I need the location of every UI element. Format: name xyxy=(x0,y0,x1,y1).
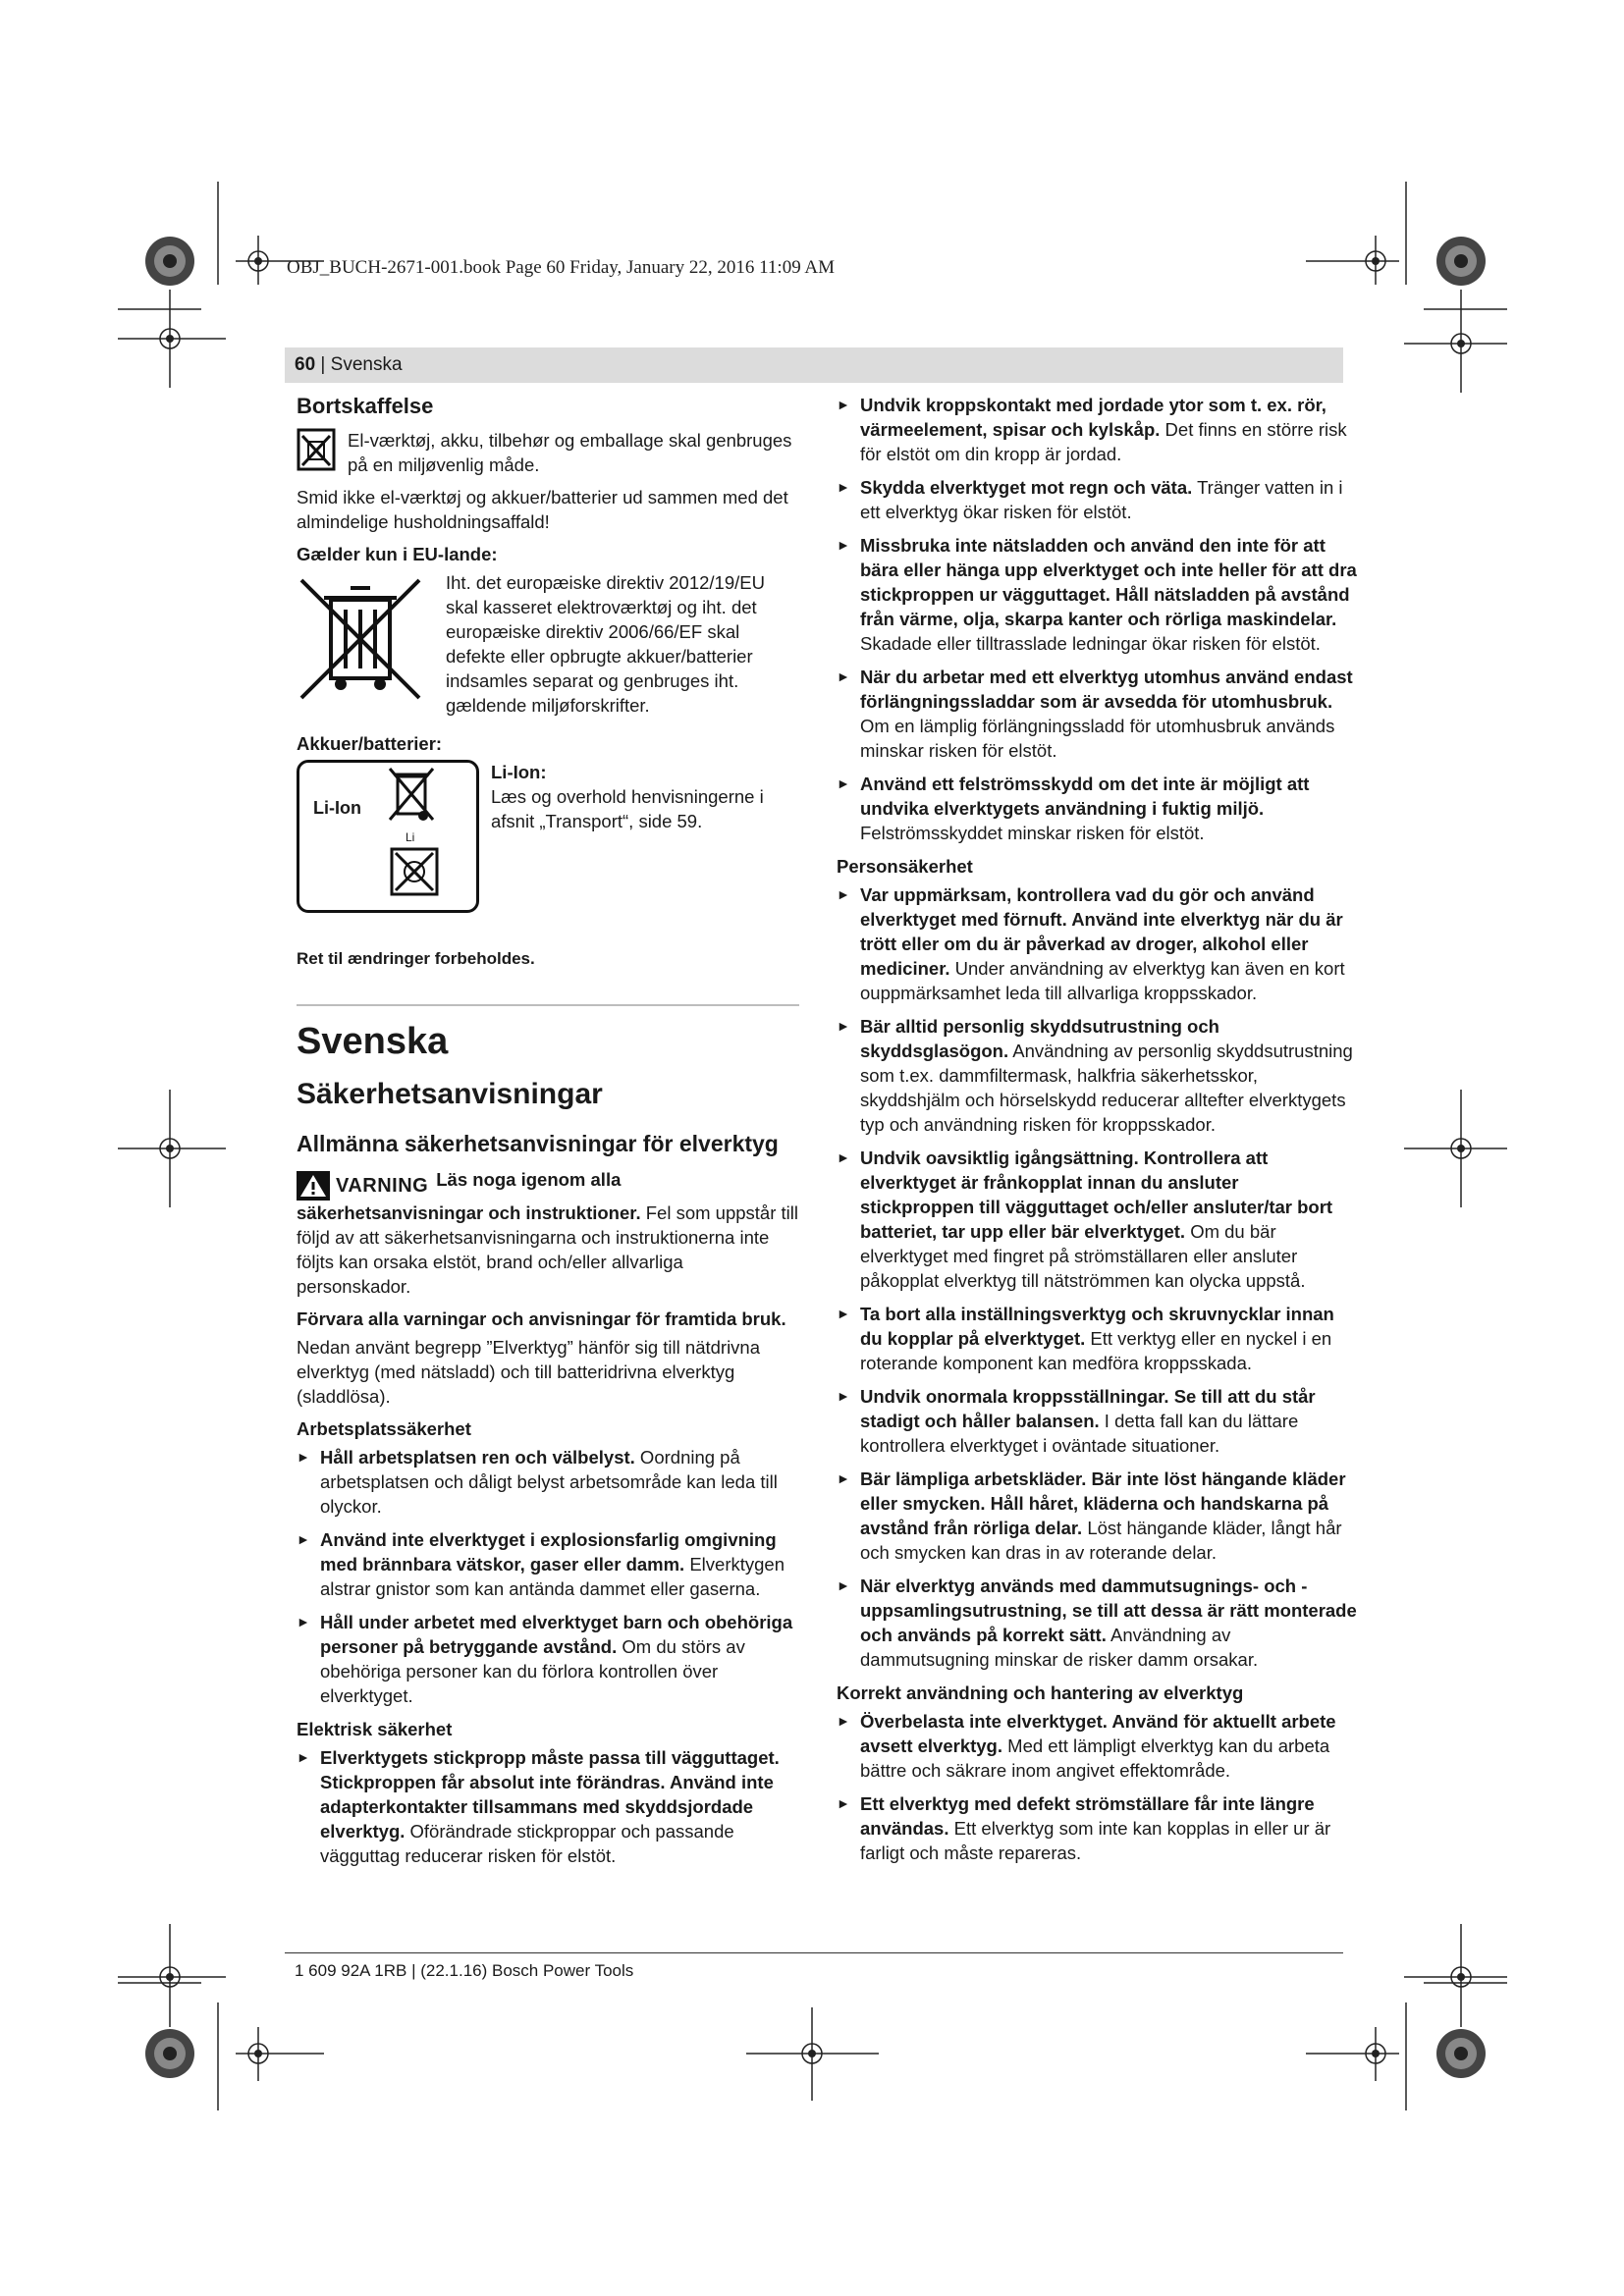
bullet-arrow-icon: ► xyxy=(837,537,850,553)
battery-heading: Li-Ion: xyxy=(491,762,547,782)
battery-row xyxy=(297,760,799,913)
list-item: ► Undvik onormala kroppsställningar. Se till att du står stadigt och håller balansen. I detta fall kan du lättare kontrollera elverktyget i oväntade situationer. xyxy=(837,1386,1316,1456)
bullet-arrow-icon: ► xyxy=(837,1795,850,1811)
recycle-icon xyxy=(297,428,336,477)
bullet-arrow-icon: ► xyxy=(837,1388,850,1404)
running-header xyxy=(295,354,403,376)
personal-title: Personsäkerhet xyxy=(837,856,973,877)
electric-title: Elektrisk säkerhet xyxy=(297,1719,453,1739)
disposal-icon-row xyxy=(297,428,799,477)
list-item: ► Undvik oavsiktlig igångsättning. Kontrollera att elverktyget är frånkopplat innan du ansluter stickproppen till vägguttaget och/eller ansluter/tar bort batteriet, tar upp eller bär elverktyget. Om du bär elverktyget med fingret på strömställaren eller ansluter påkopplat elverktyg till nätströmmen kan olycka uppstå. xyxy=(837,1148,1333,1291)
warning-badge xyxy=(297,1171,428,1201)
liion-battery-icon xyxy=(297,760,479,913)
disposal-title: Bortskaffelse xyxy=(297,394,434,418)
eu-text: Iht. det europæiske direktiv 2012/19/EU skal kasseret elektroværktøj og iht. det europæiske direktiv 2006/66/EF skal defekte eller opbrugte akkuer/batterier indsamles separat og genbruges iht. gældende miljøforskrifter. xyxy=(446,572,765,716)
bullet-arrow-icon: ► xyxy=(837,1306,850,1321)
list-item: ► Ett elverktyg med defekt strömställare får inte längre användas. Ett elverktyg som inte kan kopplas in eller ur är farligt och måste repareras. xyxy=(837,1793,1331,1863)
eu-title: Gælder kun i EU-lande: xyxy=(297,544,498,564)
warning-triangle-icon xyxy=(297,1171,330,1201)
section-divider xyxy=(297,1004,799,1006)
footer-rule xyxy=(285,1952,1343,1953)
footer-text: 1 609 92A 1RB | (22.1.16) Bosch Power Tools xyxy=(295,1961,634,1980)
list-item: ► Överbelasta inte elverktyget. Använd för aktuellt arbete avsett elverktyg. Med ett lämpligt elverktyg kan du arbeta bättre och säkrare inom angivet effektområde. xyxy=(837,1711,1336,1781)
battery-info xyxy=(491,760,799,833)
list-item: ► Missbruka inte nätsladden och använd den inte för att bära eller hänga upp elverktyget och inte heller för att dra stickproppen ur vägguttaget. Håll nätsladden på avstånd från värme, olja, skarpa kanter och rörliga maskindelar. Skadade eller tilltrasslade ledningar ökar risken för elstöt. xyxy=(837,535,1357,654)
bullet-arrow-icon: ► xyxy=(297,1531,310,1547)
list-item: ► Ta bort alla inställningsverktyg och skruvnycklar innan du kopplar på elverktyget. Ett verktyg eller en nyckel i en roterande komponent kan medföra kroppsskada. xyxy=(837,1304,1334,1373)
list-item: ► Bär lämpliga arbetskläder. Bär inte löst hängande kläder eller smycken. Håll håret, kläderna och handskarna på avstånd från rörliga delar. Löst hängande kläder, långt hår och smycken kan dras in av roterande delar. xyxy=(837,1468,1346,1563)
header-bar xyxy=(285,347,1343,383)
term-definition: Nedan använt begrepp ”Elverktyg” hänför sig till nätdrivna elverktyg (med nätsladd) och till batteridrivna elverktyg (sladdlösa). xyxy=(297,1337,761,1407)
warning-bold: Läs noga igenom alla säkerhetsanvisningar och instruktioner. xyxy=(297,1169,641,1223)
bullet-arrow-icon: ► xyxy=(837,479,850,495)
page-number: 60 xyxy=(295,354,316,375)
bullet-arrow-icon: ► xyxy=(837,668,850,684)
list-item: ► Håll arbetsplatsen ren och välbelyst. Oordning på arbetsplatsen och dåligt belyst arbetsområde kan leda till olyckor. xyxy=(297,1447,778,1517)
disposal-warning: Smid ikke el-værktøj og akkuer/batterier ud sammen med det almindelige husholdningsaffald! xyxy=(297,487,788,532)
registration-target-bottom-right xyxy=(1436,2029,1486,2078)
bullet-arrow-icon: ► xyxy=(837,1149,850,1165)
header-language: Svenska xyxy=(330,354,403,375)
workplace-title: Arbetsplatssäkerhet xyxy=(297,1418,471,1439)
bullet-arrow-icon: ► xyxy=(837,1577,850,1593)
list-item: ► När elverktyg används med dammutsugnings- och -uppsamlingsutrustning, se till att dessa är rätt monterade och används på korrekt sätt. Användning av dammutsugning minskar de risker damm orsakar. xyxy=(837,1575,1357,1670)
bullet-arrow-icon: ► xyxy=(837,1470,850,1486)
left-column xyxy=(297,393,799,1877)
handling-title: Korrekt användning och hantering av elverktyg xyxy=(837,1682,1244,1703)
header-separator: | xyxy=(315,354,331,375)
bullet-arrow-icon: ► xyxy=(837,1018,850,1034)
right-column xyxy=(837,393,1357,1874)
bullet-arrow-icon: ► xyxy=(837,775,850,791)
safety-title: Säkerhetsanvisningar xyxy=(297,1078,603,1110)
list-item: ► Elverktygets stickpropp måste passa till vägguttaget. Stickproppen får absolut inte förändras. Använd inte adapterkontakter tillsammans med skyddsjordade elverktyg. Oförändrade stickproppar och passande vägguttag reducerar risken för elstöt. xyxy=(297,1747,780,1866)
warning-text: Fel som uppstår till följd av att säkerhetsanvisningarna och instruktionerna inte följts kan orsaka elstöt, brand och/eller allvarliga personskador. xyxy=(297,1202,798,1297)
bullet-arrow-icon: ► xyxy=(837,397,850,412)
bullet-arrow-icon: ► xyxy=(297,1614,310,1629)
li-small-label: Li xyxy=(406,830,415,844)
keep-instructions: Förvara alla varningar och anvisningar för framtida bruk. xyxy=(297,1308,786,1329)
printer-slug: OBJ_BUCH-2671-001.book Page 60 Friday, January 22, 2016 11:09 AM xyxy=(287,257,836,278)
list-item: ► När du arbetar med ett elverktyg utomhus använd endast förlängningssladdar som är avsedda för utomhusbruk. Om en lämplig förlängningssladd för utomhusbruk används minskar risken för elstöt. xyxy=(837,667,1353,761)
crossed-bin-icon xyxy=(297,570,434,714)
warning-paragraph xyxy=(297,1167,799,1299)
bullet-arrow-icon: ► xyxy=(837,1713,850,1729)
registration-target-bottom-left xyxy=(145,2029,194,2078)
list-item: ► Bär alltid personlig skyddsutrustning och skyddsglasögon. Användning av personlig skyddsutrustning som t.ex. dammfiltermask, halkfria säkerhetsskor, skyddshjälm och hörselskydd reducerar alltefter elverktygets typ och användning risken för kroppsskador. xyxy=(837,1016,1353,1135)
bullet-arrow-icon: ► xyxy=(837,886,850,902)
list-item: ► Använd ett felströmsskydd om det inte är möjligt att undvika elverktygets användning i fuktig miljö. Felströmsskyddet minskar risken för elstöt. xyxy=(837,774,1310,843)
registration-target-top-right xyxy=(1436,237,1486,286)
general-title: Allmänna säkerhetsanvisningar för elverktyg xyxy=(297,1131,779,1156)
bullet-arrow-icon: ► xyxy=(297,1749,310,1765)
disposal-icon-text: El-værktøj, akku, tilbehør og emballage skal genbruges på en miljøvenlig måde. xyxy=(348,430,792,475)
bullet-arrow-icon: ► xyxy=(297,1449,310,1465)
liion-label: Li-Ion xyxy=(313,798,361,818)
warning-label: VARNING xyxy=(336,1174,429,1197)
list-item: ► Var uppmärksam, kontrollera vad du gör och använd elverktyget med förnuft. Använd inte elverktyg när du är trött eller om du är påverkad av droger, alkohol eller mediciner. Under användning av elverktyg kan även en kort ouppmärksamhet leda till allvarliga kroppsskador. xyxy=(837,884,1345,1003)
battery-text: Læs og overhold henvisningerne i afsnit „Transport“, side 59. xyxy=(491,786,764,831)
reserve-note: Ret til ændringer forbeholdes. xyxy=(297,949,535,968)
registration-target-top-left xyxy=(145,237,194,286)
eu-row xyxy=(297,570,799,718)
list-item: ► Håll under arbetet med elverktyget barn och obehöriga personer på betryggande avstånd. Om du störs av obehöriga personer kan du förlora kontrollen över elverktyget. xyxy=(297,1612,793,1706)
list-item: ► Undvik kroppskontakt med jordade ytor som t. ex. rör, värmeelement, spisar och kylskåp. Det finns en större risk för elstöt om din kropp är jordad. xyxy=(837,395,1347,464)
language-title: Svenska xyxy=(297,1021,449,1062)
list-item: ► Använd inte elverktyget i explosionsfarlig omgivning med brännbara vätskor, gaser eller damm. Elverktygen alstrar gnistor som kan antända dammet eller gaserna. xyxy=(297,1529,785,1599)
battery-title: Akkuer/batterier: xyxy=(297,733,443,754)
list-item: ► Skydda elverktyget mot regn och väta. Tränger vatten in i ett elverktyg ökar risken för elstöt. xyxy=(837,477,1343,522)
